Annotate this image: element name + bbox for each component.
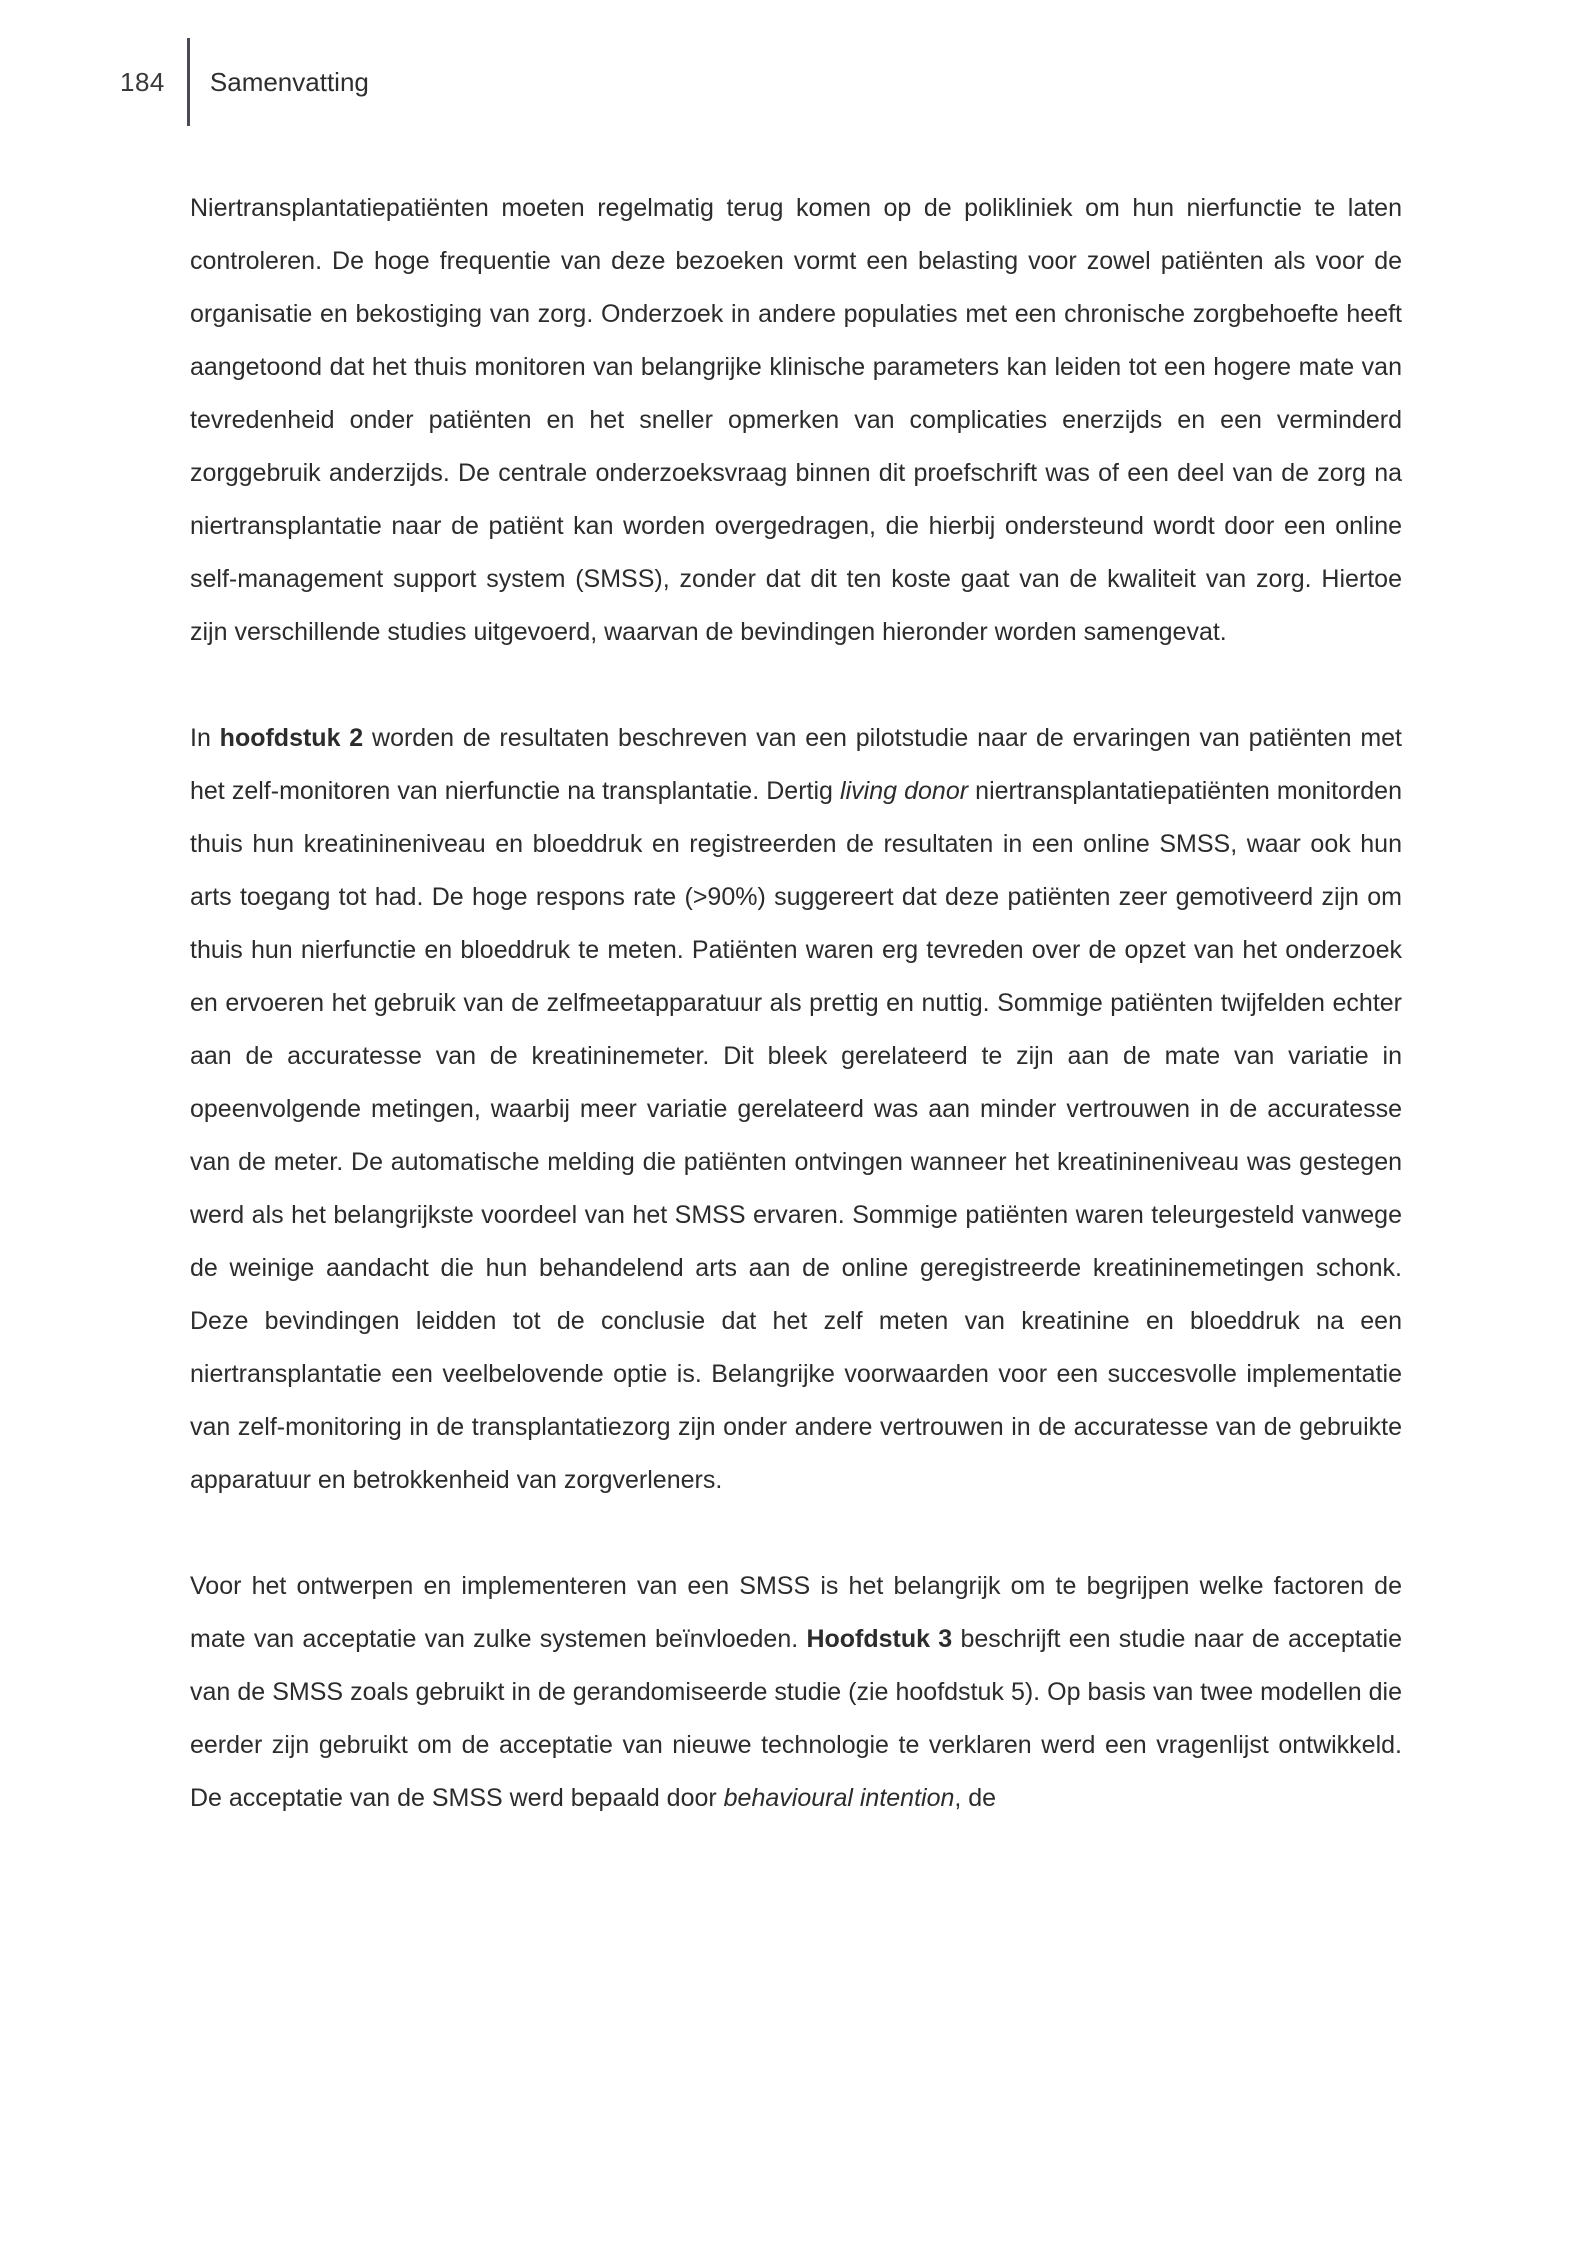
paragraph-list — [190, 182, 1409, 1825]
text-segment: worden de resultaten beschreven van een pilotstudie naar de ervaringen van patiënten met het zelf-monitoren van nierfunctie na transplantatie. Dertig — [190, 724, 1409, 805]
text-segment: Hoofdstuk 3 — [806, 1625, 953, 1653]
paragraph — [190, 712, 1409, 1507]
text-segment: niertransplantatiepatiënten monitorden thuis hun kreatinineniveau en bloeddruk en registreerden de resultaten in een online SMSS, waar ook hun arts toegang tot had. De hoge respons rate (>90%) suggereert dat deze patiënten zeer gemotiveerd zijn om thuis hun nierfunctie en bloeddruk te meten. Patiënten waren erg tevreden over de opzet van het onderzoek en ervoeren het gebruik van de zelfmeetapparatuur als prettig en nuttig. Sommige patiënten twijfelden echter aan de accuratesse van de kreatininemeter. Dit bleek gerelateerd te zijn aan de mate van variatie in opeenvolgende metingen, waarbij meer variatie gerelateerd was aan minder vertrouwen in de accuratesse van de meter. De automatische melding die patiënten ontvingen wanneer het kreatinineniveau was gestegen werd als het belangrijkste voordeel van het SMSS ervaren. Sommige patiënten waren teleurgesteld vanwege de weinige aandacht die hun behandelend arts aan de online geregistreerde kreatininemetingen schonk. Deze bevindingen leidden tot de conclusie dat het zelf meten van kreatinine en bloeddruk na een niertransplantatie een veelbelovende optie is. Belangrijke voorwaarden voor een succesvolle implementatie van zelf-monitoring in de transplantatiezorg zijn onder andere vertrouwen in de accuratesse van de gebruikte apparatuur en betrokkenheid van zorgverleners. — [190, 777, 1409, 1494]
text-segment: hoofdstuk 2 — [219, 724, 364, 752]
page-number: 184 — [120, 66, 165, 97]
page-header — [120, 38, 369, 126]
text-segment: living donor — [840, 777, 969, 805]
text-segment: Voor het ontwerpen en implementeren van een SMSS is het belangrijk om te begrijpen welke factoren de mate van acceptatie van zulke systemen beïnvloeden. — [190, 1572, 1409, 1653]
text-segment: Niertransplantatiepatiënten moeten regelmatig terug komen op de polikliniek om hun nierfunctie te laten controleren. De hoge frequentie van deze bezoeken vormt een belasting voor zowel patiënten als voor de organisatie en bekostiging van zorg. Onderzoek in andere populaties met een chronische zorgbehoefte heeft aangetoond dat het thuis monitoren van belangrijke klinische parameters kan leiden tot een hogere mate van tevredenheid onder patiënten en het sneller opmerken van complicaties enerzijds en een verminderd zorggebruik anderzijds. De centrale onderzoeksvraag binnen dit proefschrift was of een deel van de zorg na niertransplantatie naar de patiënt kan worden overgedragen, die hierbij ondersteund wordt door een online self-management support system (SMSS), zonder dat dit ten koste gaat van de kwaliteit van zorg. Hiertoe zijn verschillende studies uitgevoerd, waarvan de bevindingen hieronder worden samengevat. — [190, 194, 1409, 646]
text-segment: In — [190, 724, 220, 752]
text-segment: , de — [954, 1784, 997, 1812]
text-segment: behavioural intention — [723, 1784, 955, 1812]
body-text — [190, 182, 1409, 1878]
paragraph — [190, 1560, 1409, 1825]
paragraph — [190, 182, 1409, 659]
section-title: Samenvatting — [209, 66, 369, 97]
text-segment: beschrijft een studie naar de acceptatie van de SMSS zoals gebruikt in de gerandomiseerde studie (zie hoofdstuk 5). Op basis van twee modellen die eerder zijn gebruikt om de acceptatie van nieuwe technologie te verklaren werd een vragenlijst ontwikkeld. De acceptatie van de SMSS werd bepaald door — [190, 1625, 1409, 1812]
